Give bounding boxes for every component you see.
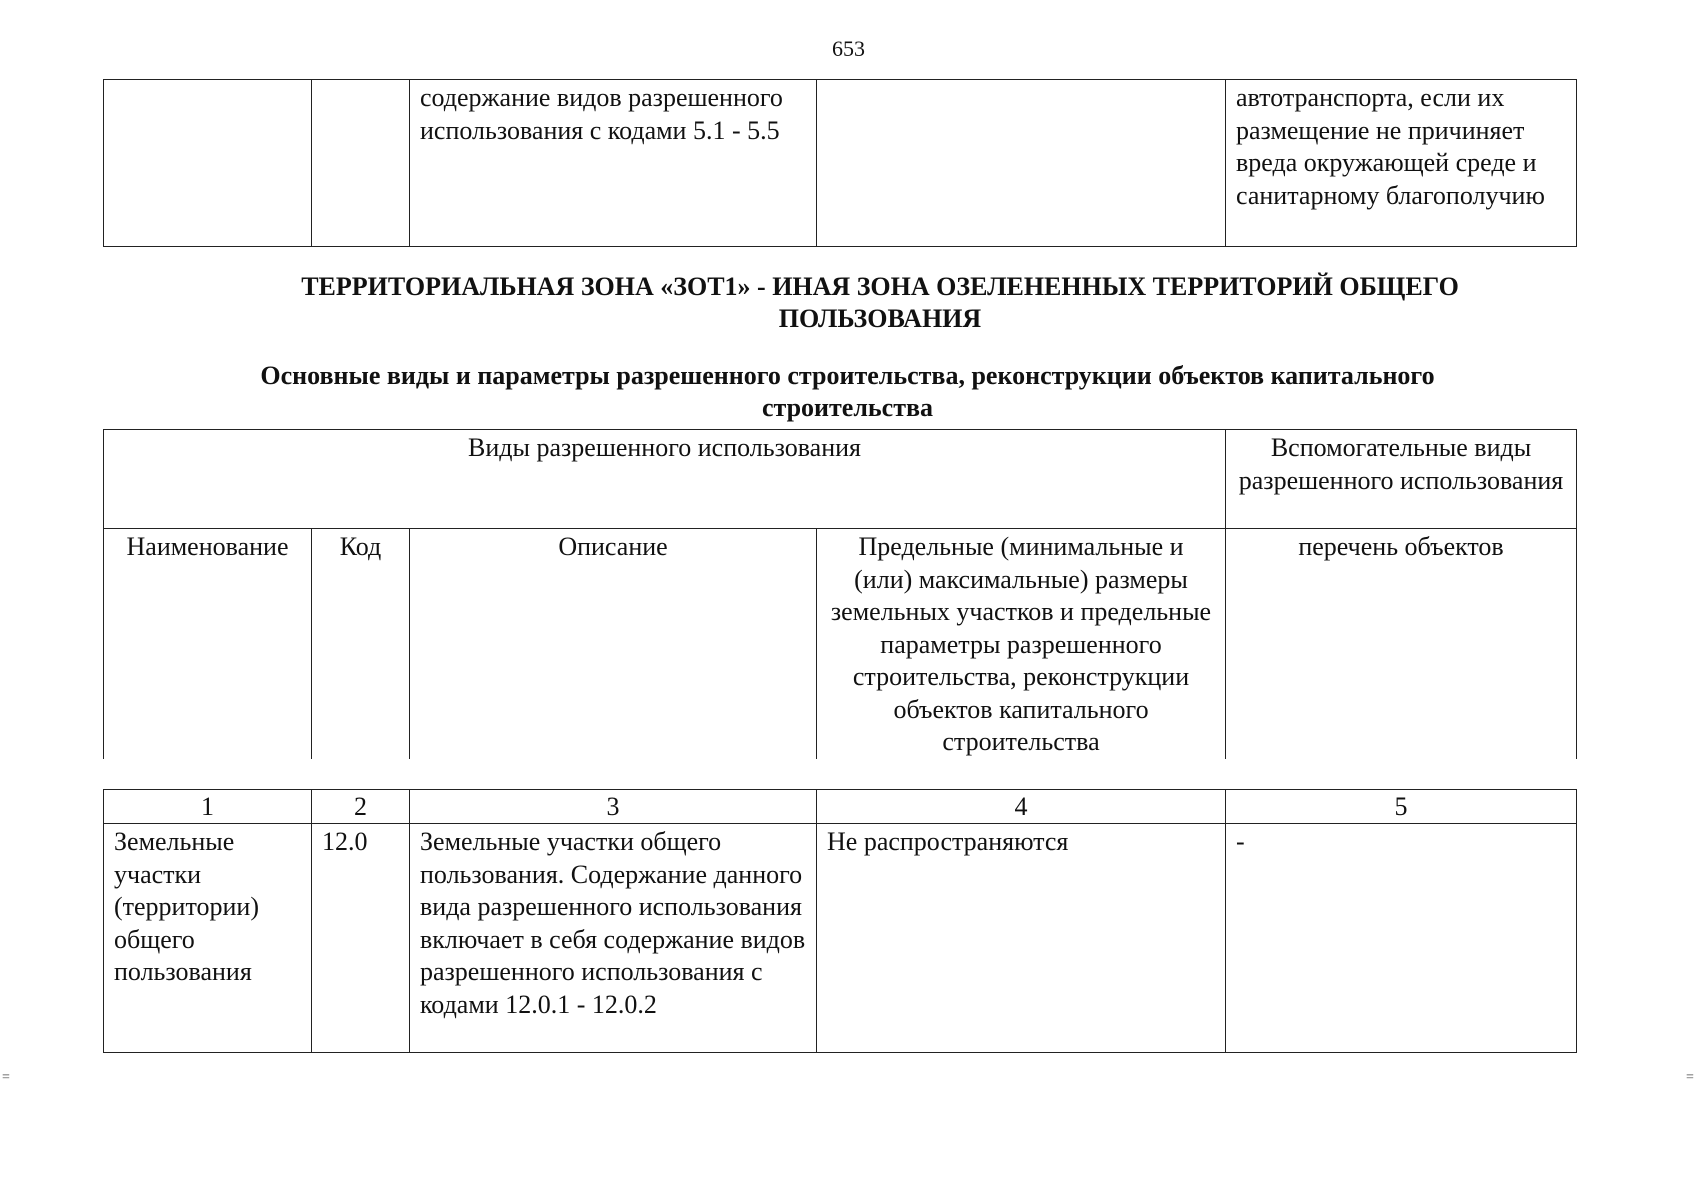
column-number: 4	[817, 790, 1226, 824]
header-col-code: Код	[312, 529, 410, 759]
header-col-limits: Предельные (минимальные и (или) максимальные) размеры земельных участков и предельные параметры разрешенного строительства, реконструкции объектов капитального строительства	[817, 529, 1226, 759]
header-group-aux: Вспомогательные виды разрешенного использования	[1226, 430, 1577, 529]
page-number: 653	[832, 36, 865, 61]
cell-objects: -	[1226, 824, 1577, 1053]
cell-limits: Не распространяются	[817, 824, 1226, 1053]
cell-name: Земельные участки (территории) общего пользования	[104, 824, 312, 1053]
table-cell	[104, 80, 312, 247]
column-number-row	[104, 790, 1577, 824]
column-number: 1	[104, 790, 312, 824]
header-col-description: Описание	[410, 529, 817, 759]
table-header-row	[104, 430, 1577, 529]
continuation-table	[103, 79, 1577, 247]
column-number: 2	[312, 790, 410, 824]
header-group-main: Виды разрешенного использования	[104, 430, 1226, 529]
header-col-name: Наименование	[104, 529, 312, 759]
table-cell: содержание видов разрешенного использования с кодами 5.1 - 5.5	[410, 80, 817, 247]
data-table	[103, 789, 1577, 1053]
right-margin-mark: =	[1686, 1070, 1694, 1085]
table-row	[104, 824, 1577, 1053]
table-cell	[312, 80, 410, 247]
left-margin-mark: =	[2, 1070, 10, 1085]
table-row	[104, 80, 1577, 247]
header-col-objects: перечень объектов	[1226, 529, 1577, 759]
table-cell: автотранспорта, если их размещение не причиняет вреда окружающей среде и санитарному благополучию	[1226, 80, 1577, 247]
table-cell	[817, 80, 1226, 247]
column-number: 5	[1226, 790, 1577, 824]
cell-description: Земельные участки общего пользования. Содержание данного вида разрешенного использования включает в себя содержание видов разрешенного использования с кодами 12.0.1 - 12.0.2	[410, 824, 817, 1053]
header-table	[103, 429, 1577, 759]
cell-code: 12.0	[312, 824, 410, 1053]
table-header-row	[104, 529, 1577, 759]
section-title: Основные виды и параметры разрешенного строительства, реконструкции объектов капитального строительства	[260, 361, 1435, 422]
column-number: 3	[410, 790, 817, 824]
zone-title: ТЕРРИТОРИАЛЬНАЯ ЗОНА «ЗОТ1» - ИНАЯ ЗОНА ОЗЕЛЕНЕННЫХ ТЕРРИТОРИЙ ОБЩЕГО ПОЛЬЗОВАНИЯ	[301, 272, 1459, 333]
